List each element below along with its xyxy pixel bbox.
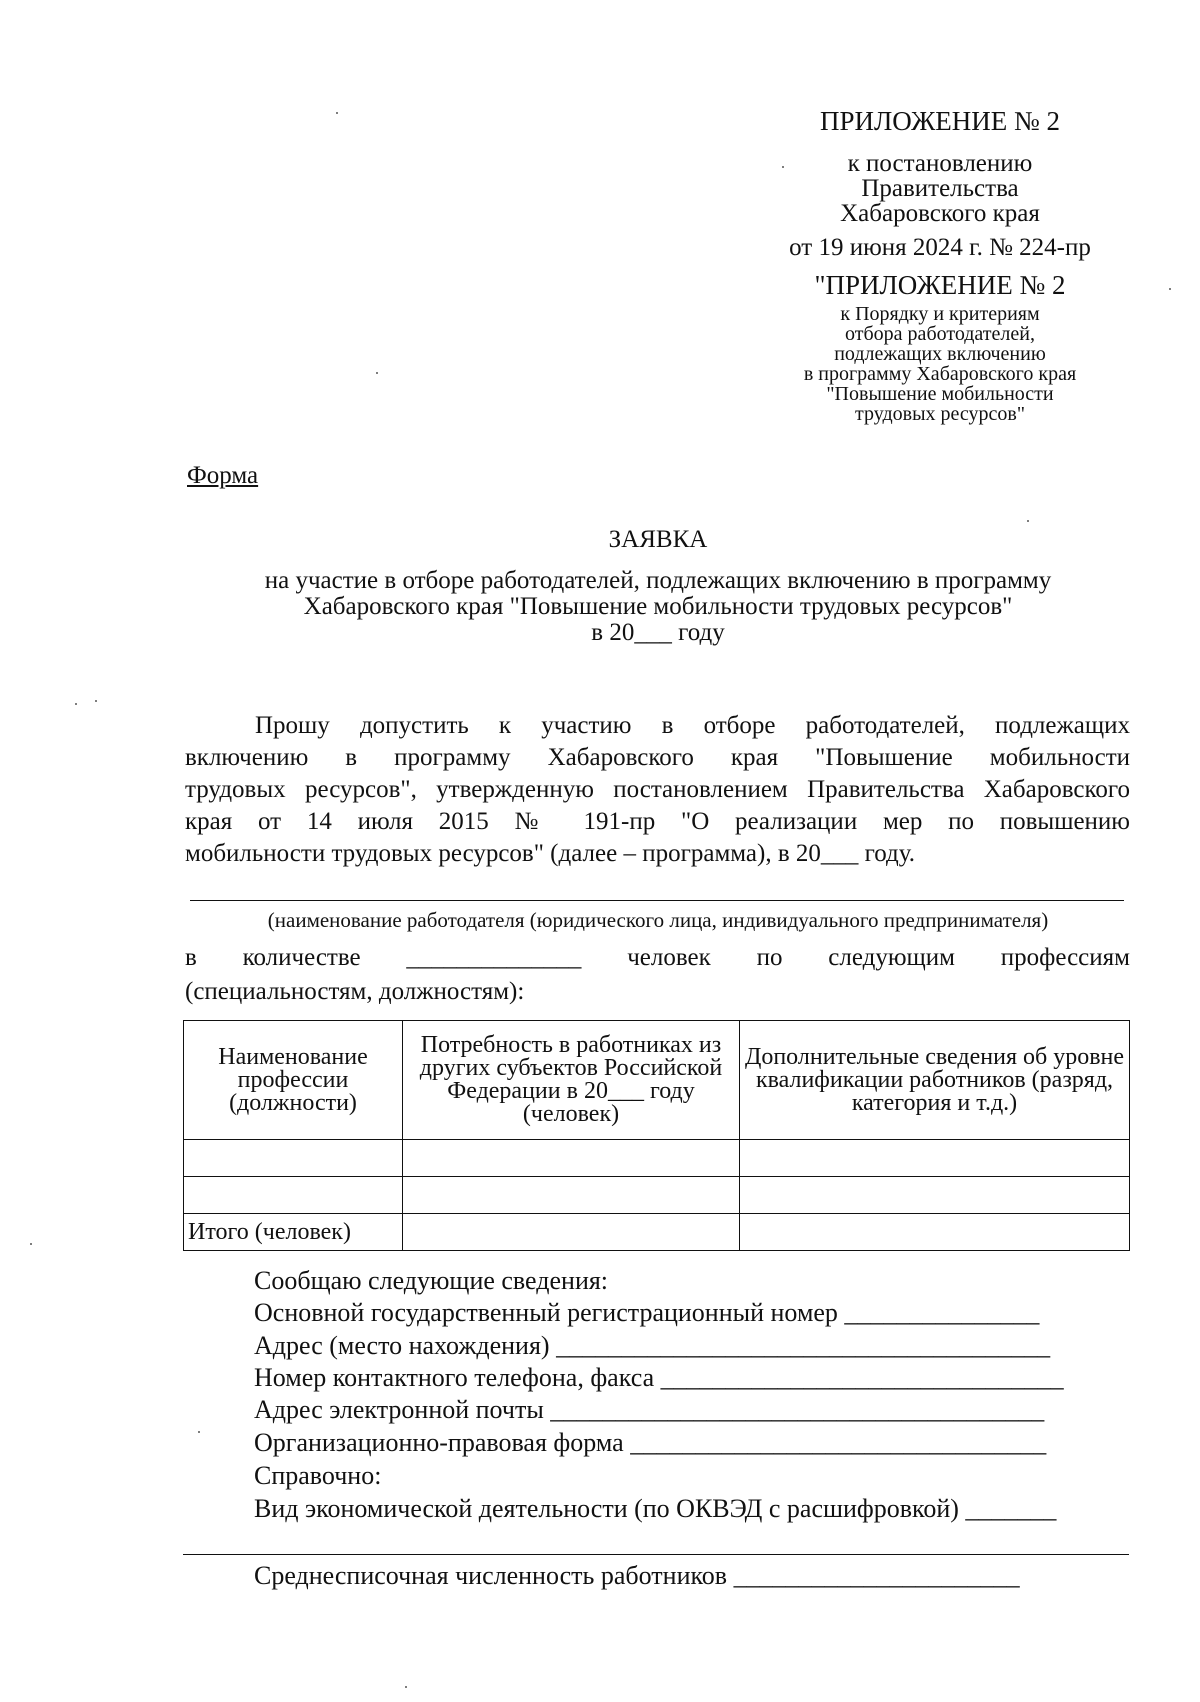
info-legal-form[interactable]: Организационно-правовая форма ________________________________: [254, 1428, 1047, 1457]
inner-appendix-line: к Порядку и критериям: [840, 303, 1040, 325]
paragraph-line: включению в программу Хабаровского края "Повышение мобильности: [185, 744, 1130, 771]
appendix-line: Хабаровского края: [840, 200, 1040, 227]
scan-speck: [1169, 288, 1171, 290]
quantity-word: человек: [627, 944, 711, 971]
quantity-line-continued: (специальностям, должностям):: [185, 978, 525, 1005]
table-cell[interactable]: [403, 1177, 740, 1214]
request-paragraph: [185, 710, 1130, 870]
info-reference: Справочно:: [254, 1461, 382, 1490]
quantity-word: по: [756, 944, 783, 971]
paragraph-line: мобильности трудовых ресурсов" (далее – программа), в 20___ году.: [185, 840, 916, 867]
inner-appendix-line: подлежащих включению: [834, 343, 1046, 365]
appendix-recipient: [760, 151, 1120, 226]
table-cell[interactable]: [740, 1214, 1130, 1251]
quantity-blank[interactable]: ______________: [406, 944, 582, 971]
inner-appendix-line: в программу Хабаровского края: [803, 363, 1077, 385]
inner-appendix-line: отбора работодателей,: [845, 323, 1035, 345]
table-cell[interactable]: [184, 1140, 403, 1177]
table-header-row: [184, 1021, 1130, 1140]
table-total-row: [184, 1214, 1130, 1251]
scan-speck: [405, 1686, 407, 1688]
quantity-word: следующим: [828, 944, 955, 971]
info-email[interactable]: Адрес электронной почты ______________________________________: [254, 1395, 1045, 1424]
application-title: ЗАЯВКА: [608, 526, 708, 553]
table-cell[interactable]: [740, 1177, 1130, 1214]
info-intro: Сообщаю следующие сведения:: [254, 1266, 609, 1295]
application-subtitle: [110, 568, 1200, 646]
subtitle-line: Хабаровского края "Повышение мобильности трудовых ресурсов": [303, 593, 1013, 620]
info-headcount[interactable]: Среднесписочная численность работников ______________________: [254, 1561, 1020, 1590]
quantity-line: [185, 944, 1130, 972]
employer-caption: (наименование работодателя (юридического лица, индивидуального предпринимателя): [267, 908, 1049, 932]
scan-speck: [75, 703, 77, 705]
scan-speck: [336, 112, 338, 114]
table-row: [184, 1177, 1130, 1214]
appendix-title: ПРИЛОЖЕНИЕ № 2: [819, 106, 1061, 136]
paragraph-line: Прошу допустить к участию в отборе работодателей, подлежащих: [255, 712, 1130, 739]
inner-appendix-line: трудовых ресурсов": [855, 403, 1025, 425]
info-okved[interactable]: Вид экономической деятельности (по ОКВЭД с расшифровкой) _______: [254, 1494, 1057, 1523]
quantity-word: количестве: [242, 944, 361, 971]
quantity-word: профессиям: [1000, 944, 1130, 971]
scan-speck: [95, 700, 97, 702]
table-header-cell: Наименование профессии (должности): [184, 1021, 403, 1140]
info-ogrn[interactable]: Основной государственный регистрационный номер _______________: [254, 1298, 1040, 1327]
scan-speck: [1027, 520, 1029, 522]
info-phone[interactable]: Номер контактного телефона, факса _______________________________: [254, 1363, 1064, 1392]
table-header-cell: Потребность в работниках из других субъектов Российской Федерации в 20___ году (человек): [403, 1021, 740, 1140]
table-cell[interactable]: [403, 1140, 740, 1177]
professions-table: [183, 1020, 1130, 1251]
scan-speck: [376, 372, 378, 374]
paragraph-line: трудовых ресурсов", утвержденную постановлением Правительства Хабаровского: [185, 776, 1130, 803]
subtitle-line: на участие в отборе работодателей, подлежащих включению в программу: [264, 567, 1052, 594]
inner-appendix-lines: [720, 304, 1160, 424]
appendix-line: Правительства: [861, 175, 1019, 202]
okved-continuation-line[interactable]: [183, 1554, 1129, 1555]
scan-speck: [198, 1431, 200, 1433]
quantity-word: в: [185, 944, 197, 971]
form-label: Форма: [187, 462, 259, 489]
table-row: [184, 1140, 1130, 1177]
table-total-label: Итого (человек): [184, 1214, 403, 1251]
appendix-line: к постановлению: [847, 150, 1033, 177]
scan-speck: [30, 1243, 32, 1245]
inner-appendix-title: "ПРИЛОЖЕНИЕ № 2: [814, 270, 1066, 300]
table-cell[interactable]: [184, 1177, 403, 1214]
inner-appendix-line: "Повышение мобильности: [826, 383, 1054, 405]
paragraph-line: края от 14 июля 2015 № 191-пр "О реализации мер по повышению: [185, 808, 1130, 835]
table-cell[interactable]: [740, 1140, 1130, 1177]
employer-name-line[interactable]: [190, 900, 1124, 901]
info-address[interactable]: Адрес (место нахождения) ______________________________________: [254, 1331, 1051, 1360]
appendix-date: от 19 июня 2024 г. № 224-пр: [789, 234, 1091, 261]
table-cell[interactable]: [403, 1214, 740, 1251]
table-header-cell: Дополнительные сведения об уровне квалификации работников (разряд, категория и т.д.): [740, 1021, 1130, 1140]
scan-speck: [782, 166, 784, 168]
subtitle-line: в 20___ году: [591, 619, 725, 646]
